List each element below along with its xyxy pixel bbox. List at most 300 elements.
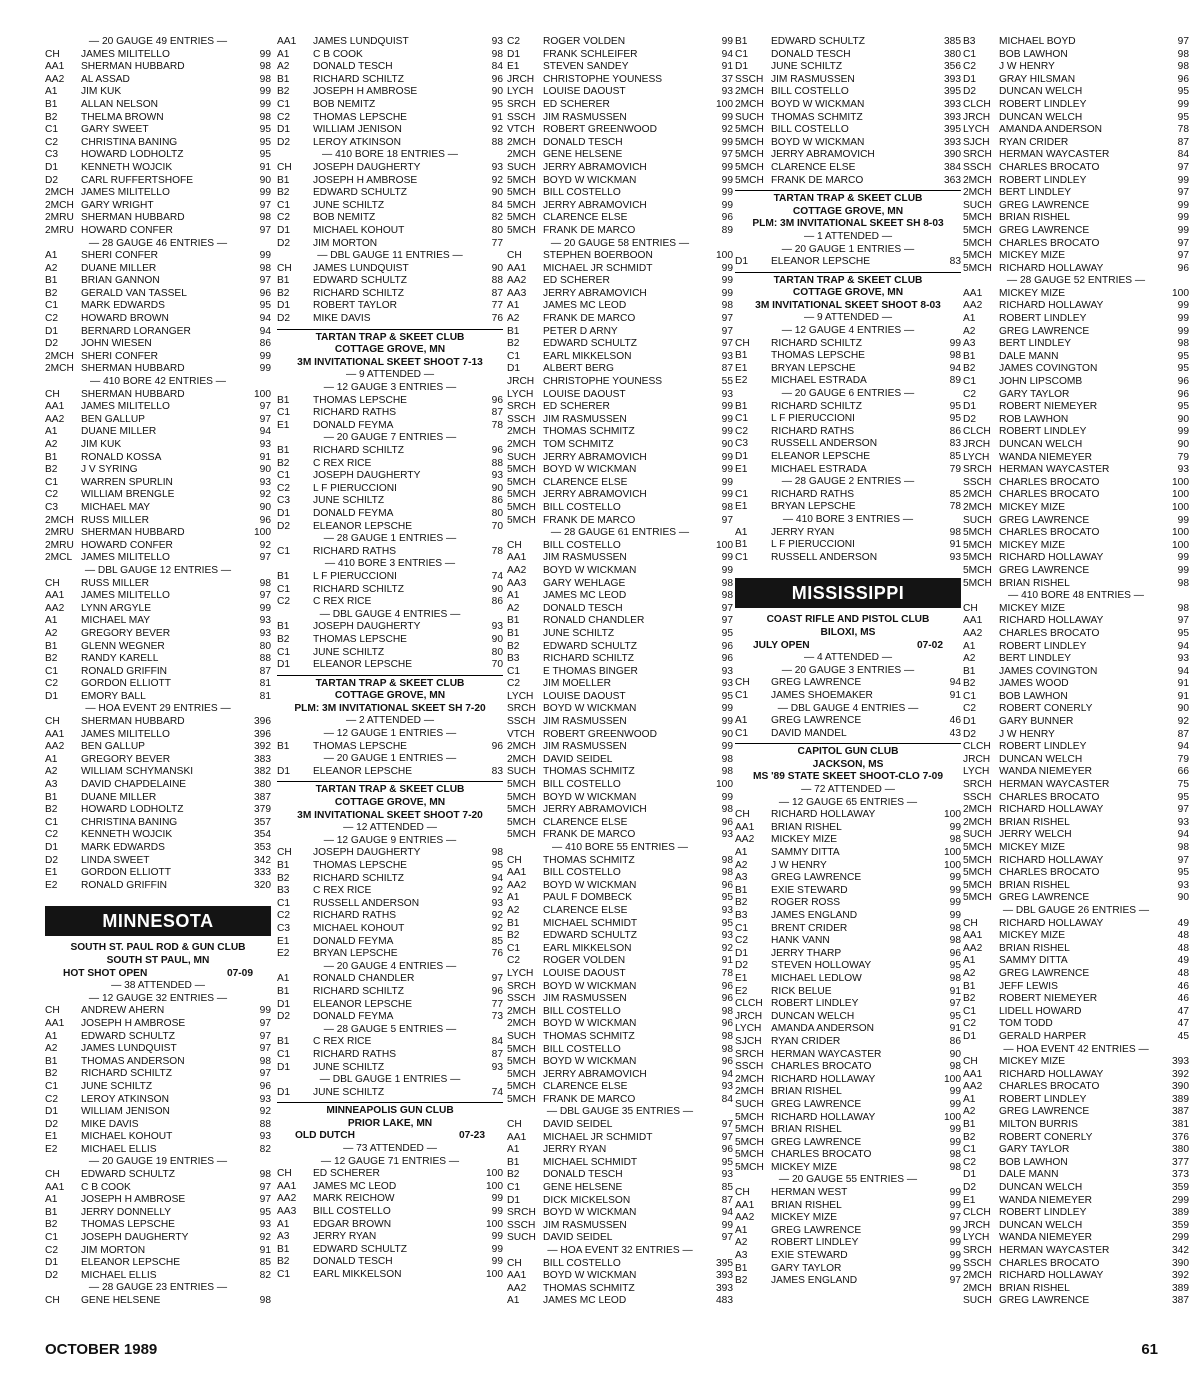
score: 96	[1177, 73, 1189, 85]
shooter-name: MARK EDWARDS	[81, 300, 165, 312]
score: 82	[259, 1143, 271, 1155]
class-code: B2	[963, 993, 976, 1005]
shooter-name: CHRISTOPHE YOUNESS	[543, 73, 663, 85]
event-heading: — 4 ATTENDED —	[803, 652, 893, 664]
score: 99	[721, 451, 733, 463]
shooter-name: MICHAEL KOHOUT	[313, 224, 405, 236]
result-row	[507, 1056, 733, 1069]
shooter-name: ROBERT LINDLEY	[999, 98, 1087, 110]
class-code: C2	[277, 212, 291, 224]
score: 99	[949, 1262, 961, 1274]
class-code: B1	[277, 860, 290, 871]
score: 87	[259, 665, 271, 677]
shooter-name: CLARENCE ELSE	[771, 161, 856, 173]
score: 390	[944, 149, 961, 161]
result-row	[277, 212, 503, 225]
result-row	[963, 1031, 1189, 1044]
shooter-name: JAMES MC LEOD	[543, 300, 627, 312]
result-row	[963, 137, 1189, 150]
score: 79	[1177, 451, 1189, 463]
score: 87	[1177, 136, 1189, 148]
class-code: 5MCH	[735, 174, 764, 186]
result-row	[963, 1182, 1189, 1195]
shooter-name: MICHAEL SCHMIDT	[543, 917, 638, 929]
shooter-name: BOYD W WICKMAN	[543, 1018, 637, 1030]
score: 89	[721, 224, 733, 236]
score: 98	[721, 1030, 733, 1042]
shooter-name: THOMAS LEPSCHE	[771, 350, 865, 362]
class-code: 5MCH	[507, 174, 536, 186]
shooter-name: JERRY ABRAMOVICH	[543, 1068, 647, 1080]
score: 99	[721, 476, 733, 488]
shooter-name: ROGER ROSS	[771, 897, 841, 909]
club-heading: PRIOR LAKE, MN	[347, 1117, 433, 1129]
shooter-name: RYAN CRIDER	[999, 136, 1069, 148]
shooter-name: ROBERT LINDLEY	[999, 313, 1087, 325]
class-code: A3	[277, 1231, 290, 1243]
class-code: C1	[963, 48, 977, 60]
shooter-name: GARY SWEET	[81, 124, 149, 136]
score: 94	[1177, 665, 1189, 677]
shooter-name: JOSEPH H AMBROSE	[313, 174, 418, 186]
shooter-name: JERRY ABRAMOVICH	[543, 451, 647, 463]
class-code: A1	[735, 847, 748, 859]
result-row	[735, 1237, 961, 1250]
result-row	[963, 804, 1189, 817]
result-row	[963, 99, 1189, 112]
class-code: CH	[963, 917, 978, 929]
class-code: D1	[735, 256, 749, 268]
score: 392	[1172, 1068, 1189, 1080]
score: 96	[259, 1080, 271, 1092]
score: 99	[1177, 300, 1189, 312]
result-row	[507, 943, 733, 956]
score: 382	[254, 766, 271, 778]
result-row	[277, 508, 503, 521]
score: 100	[1172, 287, 1189, 299]
event-heading: — 9 ATTENDED —	[803, 312, 893, 324]
result-row	[735, 539, 961, 552]
shooter-name: JUNE SCHILTZ	[313, 199, 385, 211]
class-code: E1	[45, 1131, 58, 1143]
shooter-name: RICHARD SCHILTZ	[313, 872, 404, 884]
shooter-name: CHARLES BROCATO	[771, 1061, 872, 1073]
result-row	[735, 338, 961, 351]
score: 93	[491, 470, 503, 482]
result-row	[507, 149, 733, 162]
score: 94	[721, 1068, 733, 1080]
class-code: AA3	[507, 287, 527, 299]
score: 99	[949, 897, 961, 909]
result-row	[963, 603, 1189, 616]
shooter-name: BRIAN RISHEL	[999, 816, 1070, 828]
score: 379	[254, 804, 271, 816]
score: 359	[1172, 1182, 1189, 1194]
class-code: D2	[45, 338, 59, 350]
result-row	[277, 936, 503, 949]
score: 99	[949, 910, 961, 921]
shooter-name: JAMES MILITELLO	[81, 552, 170, 564]
shooter-name: HOWARD LODHOLTZ	[81, 149, 184, 161]
class-code: CH	[507, 854, 522, 866]
shooter-name: JAMES LUNDQUIST	[81, 1043, 177, 1055]
result-row	[963, 792, 1189, 805]
spacer	[735, 564, 961, 574]
results-column-1	[45, 36, 271, 1308]
shooter-name: HOWARD CONFER	[81, 224, 173, 236]
result-row	[735, 1275, 961, 1288]
result-row	[277, 74, 503, 87]
shooter-name: DONALD TESCH	[543, 1169, 623, 1181]
class-code: B1	[277, 621, 290, 633]
result-row	[277, 225, 503, 238]
class-code: D2	[963, 413, 977, 425]
score: 98	[1177, 338, 1189, 350]
shoot-name-date	[735, 640, 961, 653]
shooter-name: HOWARD CONFER	[81, 539, 173, 551]
result-row	[963, 615, 1189, 628]
shooter-name: WILLIAM SCHYMANSKI	[81, 766, 194, 778]
shooter-name: JIM RASMUSSEN	[543, 1219, 627, 1231]
result-row	[45, 766, 271, 779]
result-row	[963, 225, 1189, 238]
shooter-name: BILL COSTELLO	[543, 1005, 621, 1017]
shooter-name: RICHARD HOLLAWAY	[999, 917, 1104, 929]
shooter-name: BOB LAWHON	[999, 1156, 1068, 1168]
result-row	[735, 1049, 961, 1062]
class-code: AA1	[735, 1199, 755, 1211]
result-row	[507, 86, 733, 99]
score: 94	[721, 1207, 733, 1219]
score: 95	[1177, 111, 1189, 123]
score: 99	[721, 262, 733, 274]
class-code: SUCH	[963, 199, 992, 211]
result-row	[45, 1043, 271, 1056]
score: 92	[259, 1106, 271, 1118]
class-code: B2	[277, 187, 290, 199]
shooter-name: DONALD TESCH	[771, 48, 851, 60]
shooter-name: JAMES COVINGTON	[999, 363, 1098, 375]
result-row	[45, 653, 271, 666]
shooter-name: BRYAN LEPSCHE	[771, 501, 856, 513]
score: 90	[949, 1048, 961, 1060]
score: 98	[949, 1161, 961, 1173]
class-code: B3	[963, 36, 976, 47]
class-code: B2	[507, 930, 520, 942]
class-code: JRCH	[963, 439, 991, 450]
score: 47	[1177, 1005, 1189, 1017]
shooter-name: PAUL F DOMBECK	[543, 892, 632, 904]
score: 99	[721, 36, 733, 47]
class-code: 5MCH	[507, 212, 536, 224]
class-code: B1	[277, 174, 290, 186]
result-row	[963, 212, 1189, 225]
class-code: B1	[45, 791, 58, 803]
shooter-name: FRANK DE MARCO	[543, 313, 636, 325]
result-row	[507, 225, 733, 238]
class-code: D1	[507, 48, 521, 60]
club-heading: SOUTH ST. PAUL ROD & GUN CLUB	[70, 942, 246, 954]
class-code: 5MCH	[507, 804, 536, 816]
shooter-name: JOSEPH DAUGHERTY	[81, 1232, 189, 1244]
shooter-name: BILL COSTELLO	[543, 1257, 621, 1269]
score: 78	[1177, 124, 1189, 136]
event-heading: — 12 GAUGE 71 ENTRIES —	[320, 1155, 460, 1167]
class-code: C2	[963, 1156, 977, 1168]
score: 99	[491, 1243, 503, 1255]
shooter-name: JAMES WOOD	[999, 678, 1069, 690]
score: 396	[254, 728, 271, 740]
class-code: A2	[963, 325, 976, 337]
event-heading: — 20 GAUGE 3 ENTRIES —	[781, 664, 915, 676]
shooter-name: DUNCAN WELCH	[999, 111, 1083, 123]
shooter-name: JIM MORTON	[313, 237, 378, 249]
score: 98	[1177, 842, 1189, 853]
result-row	[963, 401, 1189, 414]
shooter-name: JAMES MILITELLO	[81, 48, 170, 60]
result-row	[963, 74, 1189, 87]
shooter-name: BRIAN RISHEL	[999, 942, 1070, 954]
club-heading: TARTAN TRAP & SKEET CLUB	[773, 193, 923, 205]
shooter-name: JERRY WELCH	[999, 829, 1072, 841]
shooter-name: STEVEN HOLLOWAY	[771, 960, 872, 972]
class-code: 2MCH	[735, 1086, 764, 1098]
class-code: SUCH	[507, 1232, 536, 1244]
shooter-name: HOWARD LODHOLTZ	[81, 804, 184, 816]
shooter-name: DUNCAN WELCH	[999, 1219, 1083, 1231]
shooter-name: DUNCAN WELCH	[999, 86, 1083, 98]
class-code: C1	[45, 476, 59, 488]
shooter-name: LINDA SWEET	[81, 854, 150, 866]
class-code: C1	[735, 488, 749, 500]
shooter-name: MICHAEL LEDLOW	[771, 972, 862, 984]
class-code: A2	[735, 859, 748, 871]
score: 96	[721, 816, 733, 828]
result-row	[277, 61, 503, 74]
score: 94	[721, 48, 733, 60]
score: 87	[721, 363, 733, 375]
score: 77	[491, 237, 503, 249]
shooter-name: BOYD W WICKMAN	[543, 791, 637, 803]
result-row	[963, 124, 1189, 137]
class-code: 5MCH	[507, 489, 536, 501]
score: 100	[716, 539, 733, 551]
shooter-name: BRYAN LEPSCHE	[313, 948, 398, 960]
class-code: D2	[45, 854, 59, 866]
result-row	[507, 212, 733, 225]
result-row	[277, 313, 503, 326]
result-row	[735, 61, 961, 74]
class-code: CLCH	[735, 998, 763, 1010]
shooter-name: JOSEPH DAUGHERTY	[313, 470, 421, 482]
class-code: 5MCH	[963, 527, 992, 539]
spacer	[45, 892, 271, 902]
result-row	[507, 464, 733, 477]
class-code: SUCH	[507, 451, 536, 463]
class-code: D1	[735, 451, 749, 462]
shooter-name: LEROY ATKINSON	[313, 136, 401, 148]
score: 342	[254, 854, 271, 866]
class-code: C1	[45, 665, 59, 677]
section-divider	[277, 1102, 503, 1103]
class-code: AA2	[507, 1282, 527, 1294]
shooter-name: DICK MICKELSON	[543, 1194, 631, 1206]
class-code: CH	[735, 809, 750, 821]
result-row	[507, 729, 733, 742]
result-row	[735, 74, 961, 87]
class-code: B2	[277, 86, 290, 98]
class-code: D1	[735, 947, 749, 959]
class-code: A1	[507, 892, 520, 904]
score: 97	[259, 1030, 271, 1042]
shooter-name: EDWARD SCHULTZ	[313, 275, 407, 287]
result-row	[277, 49, 503, 62]
score: 85	[721, 1182, 733, 1194]
score: 333	[254, 867, 271, 879]
class-code: 5MCH	[735, 1136, 764, 1148]
shoot-name: HOT SHOT OPEN	[63, 967, 148, 979]
score: 98	[491, 847, 503, 859]
shooter-name: RICHARD RATHS	[313, 910, 397, 922]
result-row	[507, 1044, 733, 1057]
score: 99	[949, 1187, 961, 1199]
shooter-name: RICHARD HOLLAWAY	[999, 854, 1104, 866]
shooter-name: JAMES MC LEOD	[543, 590, 627, 602]
score: 90	[491, 583, 503, 595]
result-row	[277, 112, 503, 125]
score: 93	[721, 665, 733, 677]
result-row	[277, 162, 503, 175]
score: 92	[1177, 716, 1189, 728]
score: 385	[944, 36, 961, 47]
class-code: JRCH	[963, 1219, 991, 1231]
score: 299	[1172, 1194, 1189, 1206]
shooter-name: EDWARD SCHULTZ	[313, 187, 407, 199]
class-code: CLCH	[963, 1207, 991, 1219]
class-code: AA2	[963, 627, 983, 639]
shooter-name: GENE HELSENE	[543, 149, 623, 161]
result-row	[277, 923, 503, 936]
score: 98	[949, 972, 961, 984]
score: 97	[259, 590, 271, 602]
result-row	[507, 1295, 733, 1308]
shooter-name: BILL COSTELLO	[543, 501, 621, 513]
class-code: E2	[277, 948, 290, 960]
result-row	[45, 149, 271, 162]
score: 90	[1177, 703, 1189, 715]
result-row	[45, 867, 271, 880]
result-row	[45, 666, 271, 679]
result-row	[45, 729, 271, 742]
class-code: A1	[735, 526, 748, 538]
result-row	[735, 256, 961, 269]
event-heading: — HOA EVENT 42 ENTRIES —	[1003, 1043, 1149, 1055]
result-row	[963, 1094, 1189, 1107]
class-code: E1	[277, 419, 290, 431]
shooter-name: RUSSELL ANDERSON	[313, 897, 420, 909]
event-heading: — HOA EVENT 29 ENTRIES —	[85, 703, 231, 715]
score: 94	[1177, 640, 1189, 652]
result-row	[963, 36, 1189, 49]
result-row	[277, 973, 503, 986]
result-row	[735, 552, 961, 565]
result-row	[735, 910, 961, 923]
shooter-name: DALE MANN	[999, 1169, 1059, 1181]
result-row	[735, 715, 961, 728]
score: 46	[949, 715, 961, 727]
result-row	[45, 502, 271, 515]
result-row	[963, 363, 1189, 376]
score: 90	[721, 728, 733, 740]
result-row	[507, 300, 733, 313]
score: 98	[1177, 61, 1189, 73]
result-row	[45, 61, 271, 74]
score: 75	[1177, 779, 1189, 791]
result-row	[277, 124, 503, 137]
result-row	[45, 1219, 271, 1232]
score: 363	[944, 174, 961, 186]
event-heading: — 20 GAUGE 4 ENTRIES —	[323, 960, 457, 972]
result-row	[963, 49, 1189, 62]
results-column-4	[735, 36, 961, 1288]
score: 91	[721, 61, 733, 73]
class-code: C2	[963, 61, 977, 73]
shooter-name: MICKEY MIZE	[999, 287, 1066, 299]
shooter-name: GREG LAWRENCE	[771, 872, 862, 884]
score: 85	[949, 488, 961, 500]
result-row	[963, 1081, 1189, 1094]
shooter-name: RICHARD RATHS	[313, 407, 397, 419]
shooter-name: DONALD FEYMA	[313, 507, 394, 519]
score: 97	[721, 1119, 733, 1131]
score: 99	[949, 872, 961, 884]
class-code: SUCH	[735, 111, 764, 123]
result-row	[507, 414, 733, 427]
score: 99	[949, 1098, 961, 1110]
class-code: C2	[735, 935, 749, 947]
score: 99	[1177, 564, 1189, 576]
class-code: 5MCH	[507, 791, 536, 803]
score: 98	[1177, 48, 1189, 60]
result-row	[277, 1181, 503, 1194]
shooter-name: BRIAN RISHEL	[771, 821, 842, 833]
score: 90	[491, 633, 503, 645]
result-row	[507, 678, 733, 691]
shooter-name: JERRY ABRAMOVICH	[543, 199, 647, 211]
result-row	[507, 779, 733, 792]
result-row	[45, 628, 271, 641]
score: 37	[721, 73, 733, 85]
result-row	[507, 389, 733, 402]
event-heading: — 72 ATTENDED —	[801, 784, 895, 796]
class-code: E2	[45, 879, 58, 891]
score: 359	[1172, 1219, 1189, 1231]
result-row	[735, 489, 961, 502]
result-row	[45, 175, 271, 188]
class-code: AA1	[45, 401, 65, 413]
score: 99	[721, 489, 733, 501]
shooter-name: RUSS MILLER	[81, 577, 149, 589]
score: 97	[259, 413, 271, 425]
score: 99	[721, 136, 733, 148]
result-row	[45, 288, 271, 301]
class-code: 5MCH	[507, 199, 536, 211]
results-column-3	[507, 36, 733, 1308]
event-heading: — 20 GAUGE 19 ENTRIES —	[88, 1156, 228, 1168]
class-code: B2	[45, 1068, 58, 1080]
score: 377	[1172, 1156, 1189, 1168]
shooter-name: BOB NEMITZ	[313, 98, 376, 110]
